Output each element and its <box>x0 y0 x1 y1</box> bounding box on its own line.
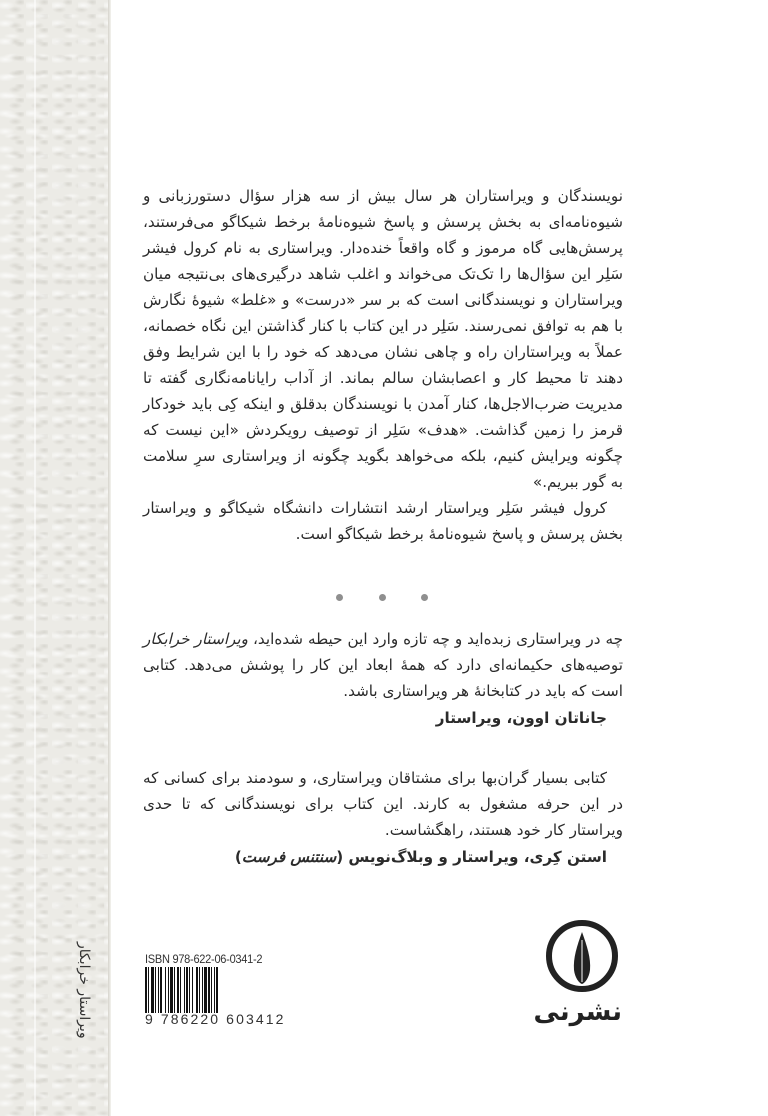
barcode-digits: 9 786220 603412 <box>145 1011 286 1027</box>
review-quote-2 <box>143 765 623 870</box>
barcode-bars <box>145 967 270 1013</box>
author-bio: کرول فیشر سَلِر ویراستار ارشد انتشارات دانشگاه شیکاگو و ویراستار بخش پرسش و پاسخ شیوه‌نامهٔ برخط شیکاگو است. <box>143 499 623 543</box>
blurb <box>143 183 623 547</box>
separator-dot <box>421 594 428 601</box>
spine-fold-line <box>34 0 36 1116</box>
blurb-paragraph: نویسندگان و ویراستاران هر سال بیش از سه هزار سؤال دستورزبانی و شیوه‌نامه‌ای به بخش پرسش و پاسخ شیوه‌نامهٔ برخط شیکاگو می‌فرستند، پرسش‌هایی گاه مرموز و گاه واقعاً خنده‌دار. ویراستاری به نام کرول فیشر سَلِر این سؤال‌ها را تک‌تک می‌خواند و اغلب شاهد درگیری‌های بی‌نتیجه میان ویراستاران و نویسندگانی است که بر سر «درست» و «غلط» شیوهٔ نگارش با هم به توافق نمی‌رسند. سَلِر در این کتاب با کنار گذاشتن این نگاه خصمانه، عملاً به ویراستاران راه و چاهی نشان می‌دهد که خود را با این شرایط وفق دهند تا محیط کار و اعصابشان سالم بماند. از آداب رایانامه‌نگاری گفته تا مدیریت ضرب‌الاجل‌ها، کنار آمدن با نویسندگان بدقلق و اینکه کِی باید خودکار قرمز را زمین گذاشت. «هدف» سَلِر از توصیف رویکردش «این نیست که چگونه ویرایش کنیم، بلکه می‌خواهد بگوید چگونه از ویراستاری سرِ سلامت به گور ببریم.» <box>143 187 623 491</box>
publisher-name: نشرنی <box>533 997 622 1027</box>
publisher-logo <box>533 920 622 1028</box>
quote-text <box>143 626 623 704</box>
review-quote-1 <box>143 626 623 731</box>
quote-text-part: توصیه‌های حکیمانه‌ای دارد که همهٔ ابعاد این کار را پوشش می‌دهد. کتابی است که باید در کتابخانهٔ هر ویراستاری باشد. <box>143 656 623 700</box>
book-title-italic: ویراستار خرابکار <box>143 630 248 648</box>
blog-name-italic: سنتنس فرست <box>241 848 337 866</box>
leaf-in-circle-icon <box>546 920 618 992</box>
quote-text: کتابی بسیار گران‌بها برای مشتاقان ویراستاری، و سودمند برای کسانی که در این حرفه مشغول به کارند. این کتاب برای نویسندگانی که تا حدی ویراستار کار خود هستند، راهگشاست. <box>143 769 623 839</box>
spine-edge <box>108 0 111 1116</box>
isbn-label: ISBN 978-622-06-0341-2 <box>145 952 263 966</box>
separator-dot <box>379 594 386 601</box>
isbn-barcode <box>145 952 286 1027</box>
author-name: استن کِری، ویراستار و وبلاگ‌نویس ( <box>336 848 607 866</box>
book-spine <box>0 0 110 1116</box>
spine-title: ویراستار خرابکار <box>76 941 92 1039</box>
quote-author: جاناتان اوون، ویراستار <box>435 709 607 727</box>
leaf-icon <box>573 932 591 984</box>
author-suffix: ) <box>234 848 242 866</box>
quote-author <box>143 844 623 870</box>
quote-text-part: چه در ویراستاری زبده‌اید و چه تازه وارد این حیطه شده‌اید، <box>248 630 623 648</box>
separator-dot <box>336 594 343 601</box>
section-separator <box>336 594 428 604</box>
